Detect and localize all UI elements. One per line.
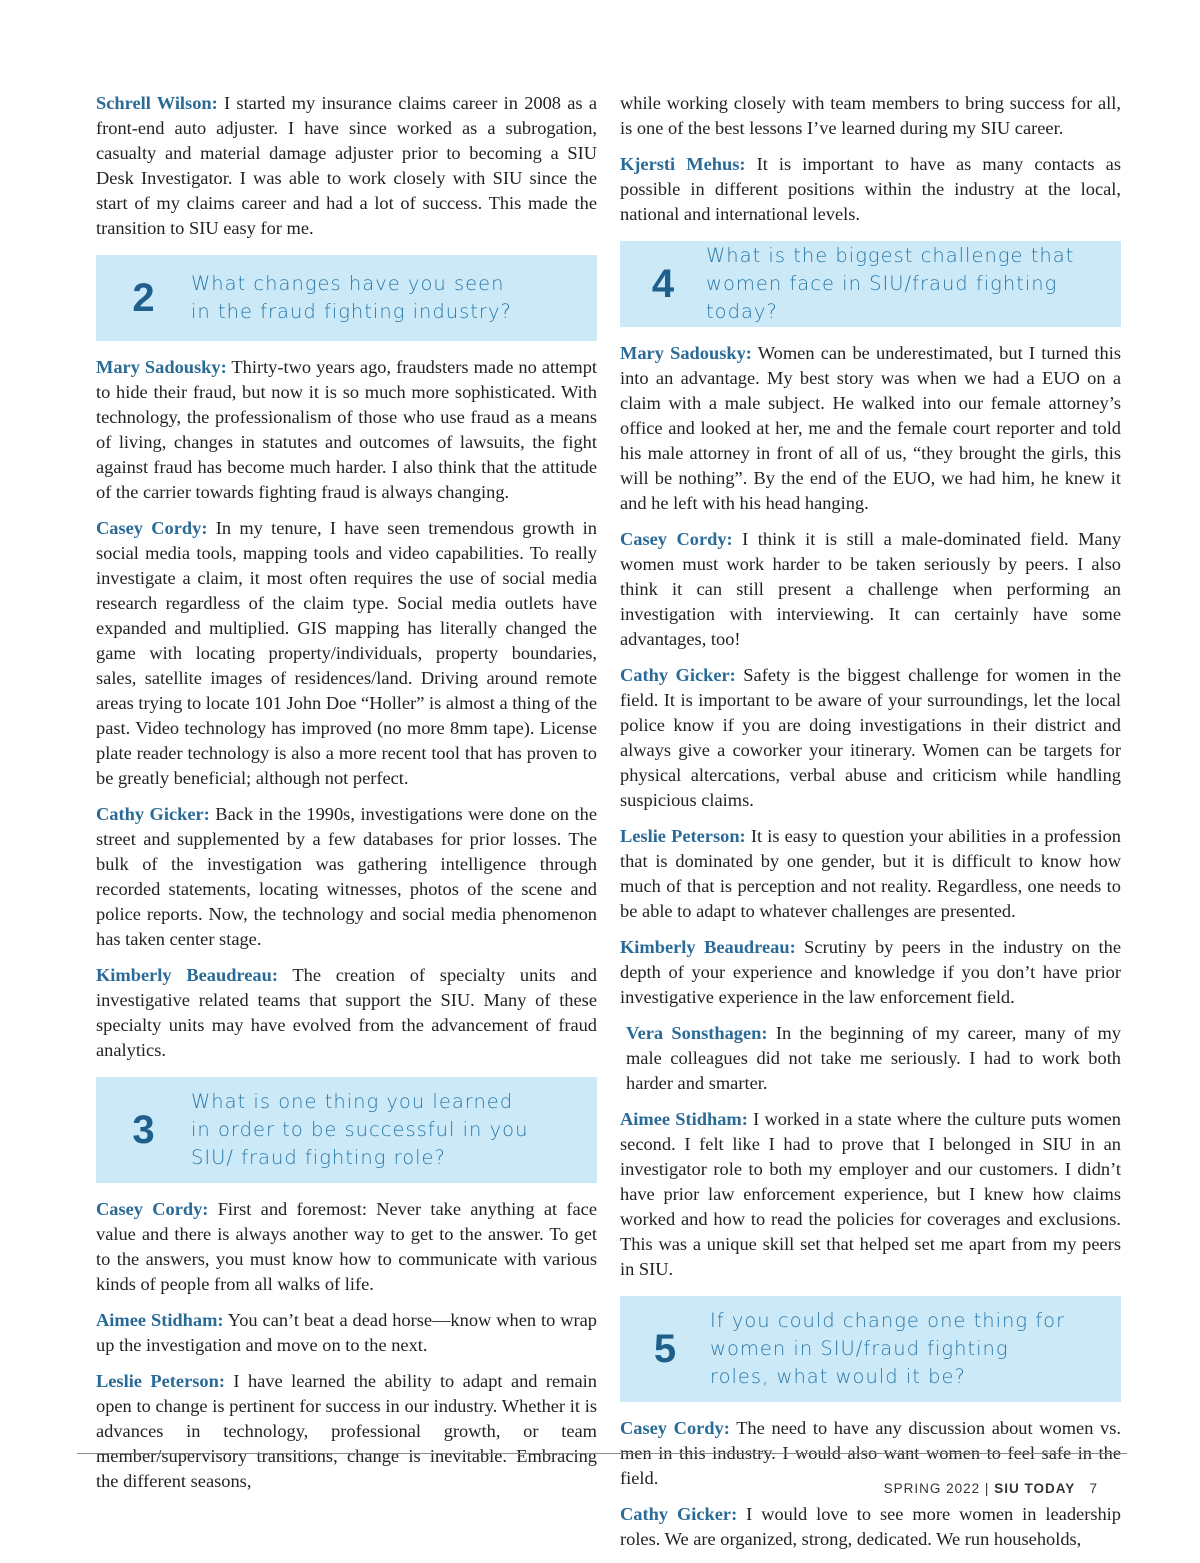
speaker-name: Vera Sonsthagen: [626, 1023, 768, 1043]
issue-label: SPRING 2022 [883, 1481, 981, 1496]
answer-text: In my tenure, I have seen tremendous growth in social media tools, mapping tools and video capabilities. To really investigate a claim, it most often requires the use of social media research regardless of the claim type. Social media outlets have expanded and multiplied. GIS mapping has literally changed the game with locating property/individuals, property boundaries, sales, satellite images of residences/land. Driving around remote areas trying to locate 101 John Doe “Holler” is almost a thing of the past. Video technology has improved (no more 8mm tape). License plate reader technology is also a more recent tool that has proven to be greatly beneficial; although not perfect. [96, 518, 598, 788]
answer-paragraph [96, 1308, 597, 1358]
answer-text: I started my insurance claims career in 2008 as a front-end auto adjuster. I have since worked as a subrogation, casualty and material damage adjuster prior to becoming a SIU Desk Investigator. I was able to work closely with SIU since the start of my claims career and had a lot of success. This made the transition to SIU easy for me. [96, 93, 597, 238]
answer-paragraph [96, 91, 597, 241]
speaker-name: Leslie Peterson: [620, 826, 746, 846]
right-column [620, 91, 1121, 1563]
speaker-name: Cathy Gicker: [620, 1504, 738, 1524]
speaker-name: Casey Cordy: [96, 518, 208, 538]
answer-text: The need to have any discussion about women vs. men in this industry. I would also want women to feel safe in the field. [620, 1418, 1122, 1488]
speaker-name: Kjersti Mehus: [620, 154, 746, 174]
speaker-name: Cathy Gicker: [96, 804, 210, 824]
answer-text: Women can be underestimated, but I turned this into an advantage. My best story was when we had a EUO on a claim with a male subject. He walked into our female attorney’s office and looked at her, me and the female court reporter and told his male attorney in front of all of us, “they brought the girls, this will be nothing”. By the end of the EUO, we had him, he knew it and he left with his head hanging. [620, 343, 1121, 513]
page-number: 7 [1089, 1481, 1098, 1496]
footer-separator: | [984, 1481, 990, 1496]
question-text: If you could change one thing for women in SIU/fraud fighting roles, what would it be? [710, 1309, 1066, 1388]
page-footer [884, 1481, 1098, 1496]
speaker-name: Mary Sadousky: [96, 357, 227, 377]
speaker-name: Aimee Stidham: [620, 1109, 748, 1129]
answer-paragraph [620, 663, 1121, 813]
question-box-3 [96, 1077, 597, 1183]
answer-text: Thirty-two years ago, fraudsters made no attempt to hide their fraud, but now it is so much more sophisticated. With technology, the professionalism of those who use fraud as a means of living, changes in statutes and outcomes of lawsuits, the fight against fraud has become much harder. I also think that the attitude of the carrier towards fighting fraud is always changing. [96, 357, 597, 502]
answer-paragraph [620, 1021, 1121, 1096]
question-text: What is one thing you learned in order to be successful in you SIU/ fraud fighting role? [191, 1090, 529, 1169]
answer-text: You can’t beat a dead horse—know when to wrap up the investigation and move on to the next. [96, 1310, 597, 1355]
speaker-name: Mary Sadousky: [620, 343, 752, 363]
answer-paragraph [96, 1197, 597, 1297]
speaker-name: Casey Cordy: [620, 529, 733, 549]
answer-text: Back in the 1990s, investigations were done on the street and supplemented by a few databases for prior losses. The bulk of the investigation was gathering intelligence through recorded statements, locating witnesses, photos of the scene and police reports. Now, the technology and social media phenomenon has taken center stage. [96, 804, 597, 949]
speaker-name: Leslie Peterson: [96, 1371, 225, 1391]
publication-name: SIU TODAY [994, 1481, 1076, 1496]
answer-paragraph [620, 152, 1121, 227]
answer-text: I would love to see more women in leadership roles. We are organized, strong, dedicated. We run households, [620, 1504, 1121, 1549]
answer-text: In the beginning of my career, many of my male colleagues did not take me seriously. I had to work both harder and smarter. [626, 1023, 1121, 1093]
question-text: What changes have you seen in the fraud fighting industry? [191, 272, 512, 323]
speaker-name: Aimee Stidham: [96, 1310, 224, 1330]
answer-text: while working closely with team members to bring success for all, is one of the best lessons I’ve learned during my SIU career. [620, 93, 1121, 138]
answer-paragraph [620, 824, 1121, 924]
question-number: 3 [132, 1107, 155, 1152]
question-text: What is the biggest challenge that women face in SIU/fraud fighting today? [706, 244, 1075, 323]
left-column [96, 91, 597, 1505]
answer-text: First and foremost: Never take anything at face value and there is always another way to get to the answer. To get to the answers, you must know how to communicate with various kinds of people from all walks of life. [96, 1199, 598, 1294]
question-number: 4 [651, 261, 675, 306]
answer-text: I think it is still a male-dominated field. Many women must work harder to be taken seriously by peers. I also think it can still present a challenge when performing an investigation with interviewing. It can certainly have some advantages, too! [620, 529, 1122, 649]
answer-paragraph [96, 516, 597, 791]
speaker-name: Casey Cordy: [96, 1199, 209, 1219]
question-box-4 [620, 241, 1121, 327]
answer-text: Safety is the biggest challenge for women in the field. It is important to be aware of your surroundings, let the local police know if you are doing investigations in their district and always give a coworker your itinerary. Women can be targets for physical altercations, verbal abuse and criticism while handling suspicious claims. [620, 665, 1121, 810]
answer-paragraph [620, 935, 1121, 1010]
speaker-name: Cathy Gicker: [620, 665, 736, 685]
question-number: 5 [653, 1326, 677, 1371]
answer-paragraph [620, 1107, 1121, 1282]
speaker-name: Kimberly Beaudreau: [96, 965, 278, 985]
footer-divider [77, 1453, 1127, 1454]
question-box-2 [96, 255, 597, 341]
answer-paragraph [620, 527, 1121, 652]
answer-paragraph [96, 355, 597, 505]
answer-paragraph [96, 1369, 597, 1494]
answer-text: It is important to have as many contacts as possible in different positions within the industry at the local, national and international levels. [620, 154, 1121, 224]
answer-paragraph [96, 802, 597, 952]
answer-text: I have learned the ability to adapt and remain open to change is pertinent for success in our industry. Whether it is advances in technology, professional growth, or team member/supervisory transitions, change is inevitable. Embracing the different seasons, [96, 1371, 597, 1491]
speaker-name: Kimberly Beaudreau: [620, 937, 796, 957]
answer-paragraph [620, 91, 1121, 141]
speaker-name: Schrell Wilson: [96, 93, 218, 113]
answer-paragraph [96, 963, 597, 1063]
answer-paragraph [620, 1502, 1121, 1552]
answer-text: The creation of specialty units and investigative related teams that support the SIU. Many of these specialty units may have evolved from the advancement of fraud analytics. [96, 965, 598, 1060]
answer-text: It is easy to question your abilities in a profession that is dominated by one gender, but it is difficult to know how much of that is perception and not reality. Regardless, one needs to be able to adapt to whatever challenges are presented. [620, 826, 1121, 921]
question-box-5 [620, 1296, 1121, 1402]
question-number: 2 [132, 275, 155, 320]
speaker-name: Casey Cordy: [620, 1418, 730, 1438]
answer-paragraph [620, 341, 1121, 516]
answer-text: Scrutiny by peers in the industry on the depth of your experience and knowledge if you don’t have prior investigative experience in the law enforcement field. [620, 937, 1121, 1007]
answer-text: I worked in a state where the culture puts women second. I felt like I had to prove that I belonged in SIU in an investigator role to both my employer and our customers. I didn’t have prior law enforcement experience, but I knew how claims worked and how to read the policies for coverages and exclusions. This was a unique skill set that helped set me apart from my peers in SIU. [620, 1109, 1121, 1279]
